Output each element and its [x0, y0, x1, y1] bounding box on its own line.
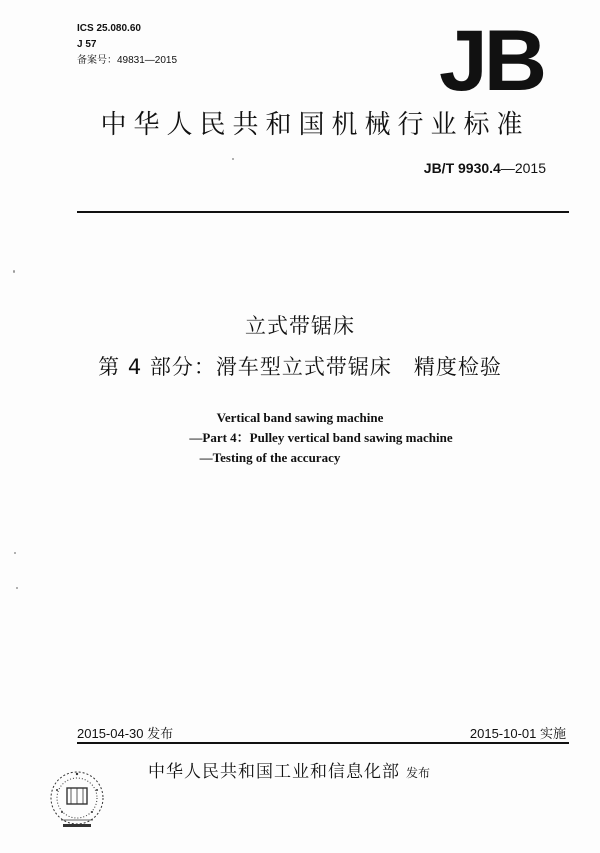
- standard-year: —2015: [500, 160, 546, 176]
- title-cn-line1: 立式带锯床: [245, 314, 355, 338]
- ics-code: ICS 25.080.60: [77, 23, 141, 34]
- classification-code: J 57: [77, 39, 97, 50]
- title-en-line3: —Testing of the accuracy: [199, 450, 341, 465]
- issuer-action: 发布: [406, 766, 431, 780]
- standard-number: [424, 160, 546, 176]
- title-en-line1: Vertical band sawing machine: [216, 410, 384, 425]
- issuer-name: 中华人民共和国工业和信息化部: [148, 762, 400, 782]
- scan-speck: [14, 552, 16, 554]
- top-divider: [77, 211, 569, 213]
- title-cn-line2: 第 4 部分：滑车型立式带锯床 精度检验: [98, 355, 502, 379]
- scan-speck: [13, 270, 15, 273]
- effective-date: 2015-10-01 实施: [469, 726, 566, 741]
- issuer: [148, 757, 430, 782]
- standard-category: 中华人民共和国机械行业标准: [100, 110, 530, 140]
- issue-date: 2015-04-30 发布: [77, 726, 174, 741]
- scan-speck: [232, 158, 234, 160]
- ministry-seal-stamp: [47, 768, 107, 830]
- bottom-divider: [77, 742, 569, 744]
- scan-speck: [16, 587, 18, 589]
- registration-number: 备案号：49831—2015: [77, 55, 178, 66]
- title-en: [0, 408, 600, 468]
- title-en-line2: —Part 4：Pulley vertical band sawing machine: [189, 430, 453, 445]
- standard-code: JB/T 9930.4: [423, 160, 501, 176]
- jb-logo: JB: [439, 13, 543, 109]
- header-meta: [77, 21, 177, 69]
